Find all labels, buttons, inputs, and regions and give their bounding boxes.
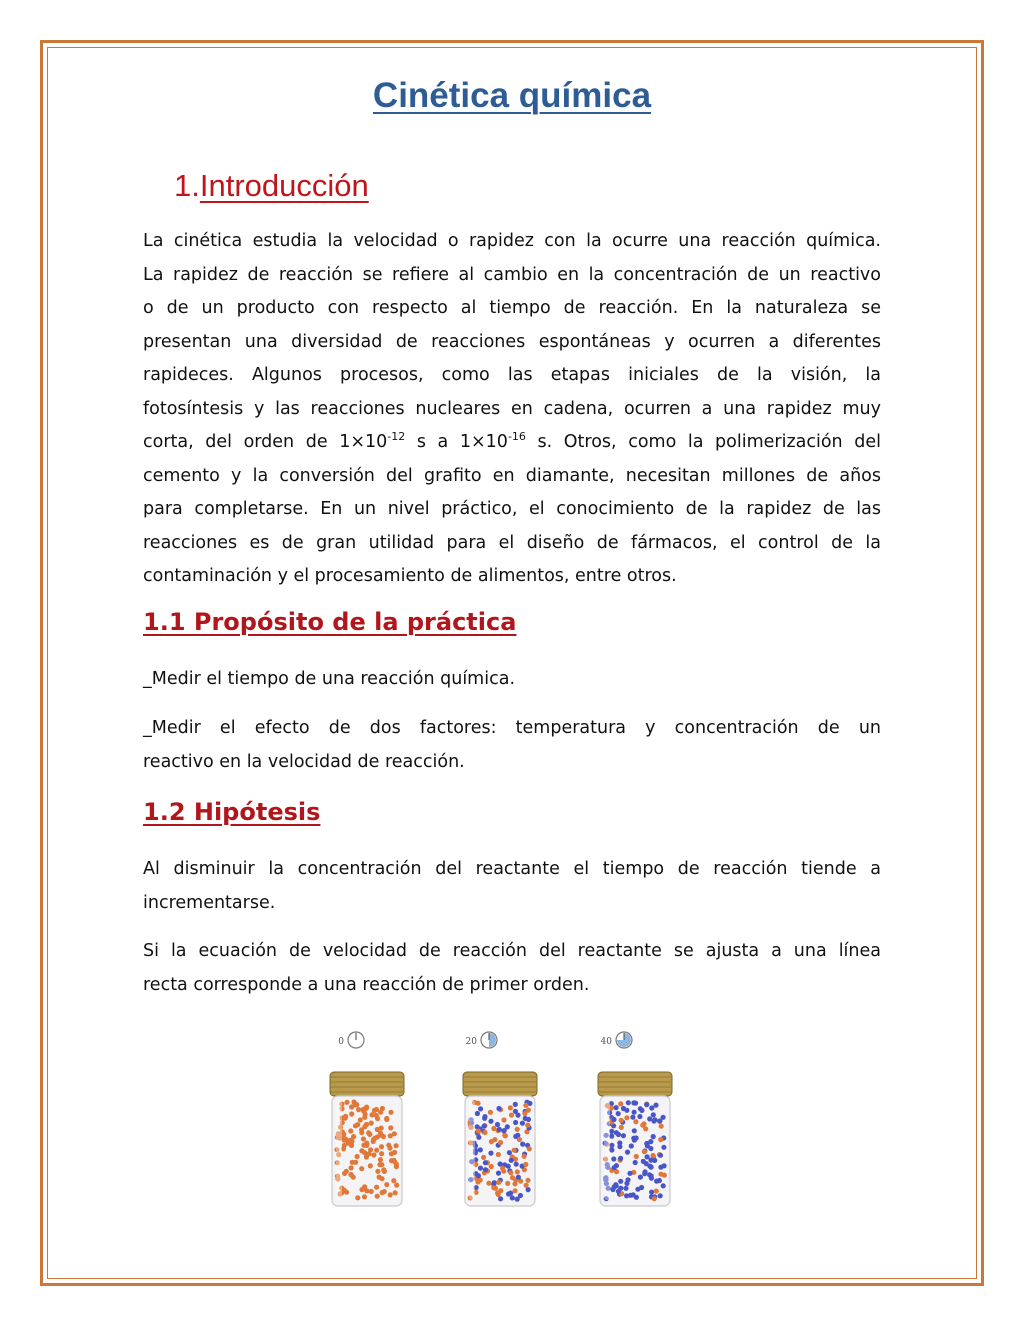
jar-highlight (336, 1100, 342, 1200)
particle-blue (623, 1186, 628, 1191)
particle-orange (372, 1108, 377, 1113)
particle-orange (361, 1136, 366, 1141)
particle-orange (355, 1195, 360, 1200)
particle-orange (358, 1117, 363, 1122)
particle-blue (625, 1150, 630, 1155)
particle-orange (493, 1186, 498, 1191)
particle-blue (476, 1135, 481, 1140)
particle-blue (616, 1111, 621, 1116)
particle-orange (515, 1127, 520, 1132)
particle-blue (644, 1161, 649, 1166)
intro-line: rapideces. Algunos procesos, como las etapas iniciales de la visión, la (143, 365, 881, 385)
particle-orange (366, 1130, 371, 1135)
particle-orange (522, 1154, 527, 1159)
particle-orange (359, 1166, 364, 1171)
particle-blue (651, 1134, 656, 1139)
particle-orange (379, 1151, 384, 1156)
particle-blue (513, 1102, 518, 1107)
particle-blue (614, 1105, 619, 1110)
particle-blue (495, 1122, 500, 1127)
particle-orange (513, 1188, 518, 1193)
particle-blue (632, 1128, 637, 1133)
particle-orange (508, 1105, 513, 1110)
particle-blue (644, 1102, 649, 1107)
particle-orange (361, 1107, 366, 1112)
particle-orange (501, 1117, 506, 1122)
particle-orange (508, 1170, 513, 1175)
particle-orange (496, 1152, 501, 1157)
particle-orange (393, 1190, 398, 1195)
purpose-item-2 (143, 712, 881, 779)
particle-blue (507, 1150, 512, 1155)
particle-orange (650, 1153, 655, 1158)
particle-orange (502, 1133, 507, 1138)
particle-blue (478, 1166, 483, 1171)
particle-orange (495, 1190, 500, 1195)
particle-blue (518, 1193, 523, 1198)
intro-line: reacciones es de gran utilidad para el diseño de fármacos, el control de la (143, 532, 881, 553)
intro-line: contaminación y el procesamiento de alimentos, entre otros. (143, 566, 677, 586)
hypothesis-line: recta corresponde a una reacción de primer orden. (143, 974, 590, 995)
particle-blue (651, 1112, 656, 1117)
particle-orange (510, 1175, 515, 1180)
particle-blue (639, 1185, 644, 1190)
hypothesis-paragraph-2 (143, 935, 881, 1002)
particle-orange (482, 1130, 487, 1135)
particle-blue (661, 1145, 666, 1150)
particle-orange (380, 1106, 385, 1111)
particle-blue (483, 1167, 488, 1172)
jar (463, 1032, 537, 1206)
particle-orange (386, 1143, 391, 1148)
particle-orange (496, 1180, 501, 1185)
particle-blue (649, 1190, 654, 1195)
particle-blue (618, 1179, 623, 1184)
particle-orange (378, 1131, 383, 1136)
particle-blue (478, 1147, 483, 1152)
intro-line-scientific: corta, del orden de $1\times 10^{-12}$ s a $1\times 10^{-16}$ s. Otros, como la polimerización del (143, 430, 881, 452)
particle-orange (524, 1183, 529, 1188)
particle-blue (643, 1169, 648, 1174)
particle-orange (362, 1184, 367, 1189)
particle-orange (366, 1151, 371, 1156)
particle-orange (527, 1146, 532, 1151)
particle-orange (348, 1172, 353, 1177)
particle-orange (388, 1133, 393, 1138)
particle-orange (344, 1100, 349, 1105)
particle-orange (384, 1182, 389, 1187)
particle-orange (486, 1181, 491, 1186)
particle-orange (351, 1134, 356, 1139)
particle-blue (505, 1124, 510, 1129)
particle-blue (630, 1115, 635, 1120)
particle-blue (506, 1191, 511, 1196)
particle-blue (632, 1110, 637, 1115)
particle-orange (658, 1137, 663, 1142)
particle-orange (375, 1169, 380, 1174)
particle-blue (617, 1140, 622, 1145)
purpose-line: _Medir el tiempo de una reacción química. (143, 669, 516, 689)
particle-orange (512, 1148, 517, 1153)
jar-time-label: 20 (465, 1037, 477, 1047)
particle-orange (359, 1130, 364, 1135)
particle-orange (498, 1140, 503, 1145)
particle-blue (611, 1117, 616, 1122)
jar-lid (330, 1072, 404, 1096)
particle-blue (662, 1163, 667, 1168)
particle-blue (621, 1106, 626, 1111)
particle-orange (364, 1143, 369, 1148)
purpose-line: reactivo en la velocidad de reacción. (143, 751, 465, 772)
particle-orange (525, 1178, 530, 1183)
particle-orange (391, 1178, 396, 1183)
particle-orange (348, 1128, 353, 1133)
jar-lid (598, 1072, 672, 1096)
intro-line: fotosíntesis y las reacciones nucleares en cadena, ocurren a una rapidez muy (143, 398, 881, 419)
intro-line: o de un producto con respecto al tiempo de reacción. En la naturaleza se (143, 298, 881, 318)
particle-blue (638, 1175, 643, 1180)
jar (598, 1032, 672, 1206)
particle-blue (496, 1106, 501, 1111)
particle-orange (362, 1150, 367, 1155)
particle-blue (631, 1100, 636, 1105)
purpose-line: _Medir el efecto de dos factores: temperatura y concentración de un (143, 718, 881, 738)
particle-blue (649, 1176, 654, 1181)
hypothesis-line: incrementarse. (143, 892, 276, 913)
particle-blue (611, 1156, 616, 1161)
particle-orange (488, 1110, 493, 1115)
particle-blue (631, 1192, 636, 1197)
particle-orange (489, 1139, 494, 1144)
particle-blue (618, 1156, 623, 1161)
particle-orange (388, 1110, 393, 1115)
particle-blue (658, 1193, 663, 1198)
particle-orange (381, 1167, 386, 1172)
particle-blue (633, 1160, 638, 1165)
particle-orange (353, 1123, 358, 1128)
particle-blue (648, 1158, 653, 1163)
section-heading-hipotesis: 1.2 Hipótesis (143, 798, 321, 826)
intro-paragraph (143, 225, 881, 594)
particle-blue (612, 1184, 617, 1189)
jar-highlight (604, 1100, 610, 1200)
particle-orange (523, 1103, 528, 1108)
particle-orange (654, 1189, 659, 1194)
particle-blue (629, 1143, 634, 1148)
particle-orange (368, 1163, 373, 1168)
particle-blue (483, 1160, 488, 1165)
hypothesis-paragraph-1 (143, 853, 881, 920)
particle-orange (391, 1158, 396, 1163)
particle-blue (639, 1108, 644, 1113)
particle-orange (369, 1189, 374, 1194)
particle-orange (378, 1157, 383, 1162)
particle-orange (362, 1194, 367, 1199)
particle-orange (374, 1185, 379, 1190)
particle-blue (475, 1111, 480, 1116)
particle-orange (641, 1121, 646, 1126)
particle-blue (509, 1158, 514, 1163)
particle-orange (525, 1123, 530, 1128)
particle-orange (362, 1115, 367, 1120)
particle-orange (375, 1194, 380, 1199)
particle-orange (343, 1114, 348, 1119)
particle-blue (616, 1189, 621, 1194)
particle-orange (505, 1181, 510, 1186)
particle-blue (661, 1183, 666, 1188)
particle-orange (350, 1160, 355, 1165)
particle-blue (520, 1121, 525, 1126)
particle-orange (388, 1125, 393, 1130)
particle-orange (342, 1171, 347, 1176)
particle-orange (349, 1165, 354, 1170)
particle-blue (488, 1119, 493, 1124)
particle-orange (394, 1143, 399, 1148)
particle-blue (492, 1180, 497, 1185)
intro-line: La rapidez de reacción se refiere al cambio en la concentración de un reactivo (143, 264, 881, 285)
particle-blue (649, 1165, 654, 1170)
intro-line: para completarse. En un nivel práctico, el conocimiento de la rapidez de las (143, 499, 881, 519)
particle-orange (642, 1149, 647, 1154)
particle-orange (374, 1148, 379, 1153)
particle-blue (513, 1109, 518, 1114)
particle-blue (661, 1115, 666, 1120)
particle-orange (349, 1111, 354, 1116)
particle-orange (369, 1121, 374, 1126)
jar (330, 1032, 404, 1206)
particle-blue (609, 1147, 614, 1152)
particle-blue (612, 1165, 617, 1170)
particle-orange (379, 1144, 384, 1149)
particle-blue (626, 1100, 631, 1105)
particle-blue (510, 1195, 515, 1200)
particle-orange (619, 1125, 624, 1130)
particle-orange (355, 1154, 360, 1159)
particle-orange (375, 1116, 380, 1121)
particle-orange (370, 1112, 375, 1117)
particle-blue (496, 1171, 501, 1176)
particle-orange (356, 1107, 361, 1112)
purpose-item-1 (143, 663, 881, 697)
particle-orange (344, 1190, 349, 1195)
particle-blue (497, 1127, 502, 1132)
particle-orange (379, 1126, 384, 1131)
particle-orange (522, 1111, 527, 1116)
particle-orange (489, 1164, 494, 1169)
particle-blue (624, 1181, 629, 1186)
particle-blue (516, 1175, 521, 1180)
jar-time-label: 0 (338, 1037, 344, 1047)
jar-lid (463, 1072, 537, 1096)
particle-blue (624, 1193, 629, 1198)
particle-orange (500, 1166, 505, 1171)
particle-blue (526, 1117, 531, 1122)
particle-orange (384, 1117, 389, 1122)
particle-blue (652, 1117, 657, 1122)
particle-blue (653, 1103, 658, 1108)
particle-blue (513, 1120, 518, 1125)
particle-orange (517, 1137, 522, 1142)
particle-blue (627, 1171, 632, 1176)
particle-blue (658, 1153, 663, 1158)
particle-orange (349, 1104, 354, 1109)
jar-time-label: 40 (600, 1037, 612, 1047)
particle-orange (515, 1169, 520, 1174)
particle-orange (377, 1162, 382, 1167)
particle-orange (523, 1162, 528, 1167)
particle-orange (476, 1129, 481, 1134)
hypothesis-line: Si la ecuación de velocidad de reacción del reactante se ajusta a una línea (143, 941, 881, 961)
particle-orange (624, 1115, 629, 1120)
jar-highlight (469, 1100, 475, 1200)
particle-blue (632, 1138, 637, 1143)
particle-blue (654, 1179, 659, 1184)
reaction-jars-figure (318, 1024, 678, 1224)
particle-orange (509, 1113, 514, 1118)
particle-blue (476, 1173, 481, 1178)
particle-orange (618, 1101, 623, 1106)
particle-blue (637, 1114, 642, 1119)
particle-blue (621, 1133, 626, 1138)
particle-blue (482, 1124, 487, 1129)
particle-orange (394, 1164, 399, 1169)
particle-orange (392, 1150, 397, 1155)
particle-orange (652, 1196, 657, 1201)
particle-orange (362, 1124, 367, 1129)
particle-orange (380, 1190, 385, 1195)
particle-orange (619, 1118, 624, 1123)
particle-blue (644, 1141, 649, 1146)
section-heading-introduccion: 1.Introducción (174, 168, 369, 203)
particle-blue (482, 1114, 487, 1119)
particle-orange (394, 1183, 399, 1188)
particle-orange (634, 1154, 639, 1159)
intro-line: cemento y la conversión del grafito en diamante, necesitan millones de años (143, 465, 881, 486)
particle-orange (481, 1155, 486, 1160)
section-heading-proposito: 1.1 Propósito de la práctica (143, 608, 517, 636)
particle-orange (633, 1119, 638, 1124)
particle-blue (498, 1196, 503, 1201)
document-title: Cinética química (372, 76, 652, 115)
particle-blue (649, 1105, 654, 1110)
particle-orange (388, 1192, 393, 1197)
particle-orange (662, 1173, 667, 1178)
particle-orange (351, 1099, 356, 1104)
particle-orange (659, 1124, 664, 1129)
hypothesis-line: Al disminuir la concentración del reactante el tiempo de reacción tiende a (143, 859, 881, 879)
particle-orange (377, 1175, 382, 1180)
particle-orange (371, 1152, 376, 1157)
particle-blue (514, 1162, 519, 1167)
intro-line: La cinética estudia la velocidad o rapidez con la ocurre una reacción química. (143, 231, 881, 251)
particle-blue (609, 1143, 614, 1148)
particle-blue (520, 1142, 525, 1147)
particle-blue (488, 1151, 493, 1156)
particle-blue (478, 1106, 483, 1111)
intro-line: presentan una diversidad de reacciones espontáneas y ocurren a diferentes (143, 331, 881, 352)
particle-blue (616, 1132, 621, 1137)
